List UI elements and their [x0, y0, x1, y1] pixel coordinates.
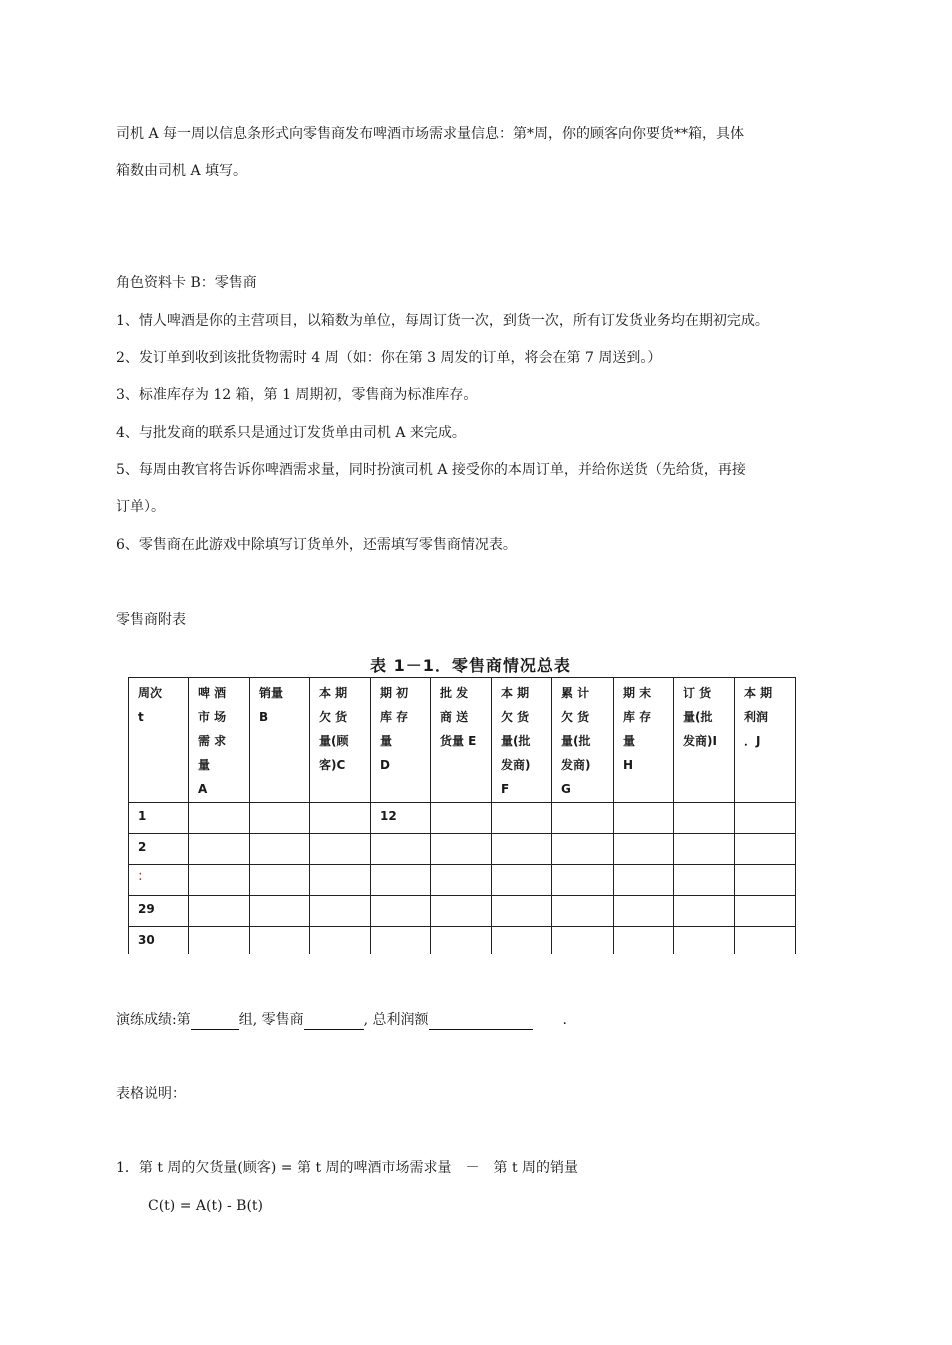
group-number-blank[interactable]	[191, 1014, 239, 1030]
card-item-4: 4、与批发商的联系只是通过订发货单由司机 A 来完成。	[116, 425, 466, 441]
table-cell[interactable]	[371, 896, 431, 927]
table-cell[interactable]	[250, 927, 310, 954]
table-cell[interactable]	[552, 803, 614, 834]
table-cell[interactable]	[735, 803, 796, 834]
table-cell[interactable]	[614, 865, 674, 896]
card-item-2: 2、发订单到收到该批货物需时 4 周（如：你在第 3 周发的订单，将会在第 7 周送到。）	[116, 350, 662, 366]
card-item-3: 3、标准库存为 12 箱，第 1 周期初，零售商为标准库存。	[116, 387, 478, 403]
table-row	[129, 896, 796, 927]
table-cell[interactable]	[674, 834, 735, 865]
table-cell[interactable]	[674, 896, 735, 927]
card-title: 角色资料卡 B：零售商	[116, 275, 257, 291]
table-cell[interactable]	[250, 865, 310, 896]
table-cell[interactable]	[310, 803, 371, 834]
table-cell[interactable]	[735, 927, 796, 954]
score-label-retailer: 组, 零售商	[238, 1012, 304, 1028]
appendix-label: 零售商附表	[116, 612, 186, 628]
header-cell	[492, 678, 552, 803]
retailer-table	[128, 677, 796, 954]
table-cell[interactable]	[492, 803, 552, 834]
table-cell[interactable]	[371, 927, 431, 954]
header-profit: 本 期 利润 ．J	[744, 686, 773, 748]
table-row	[129, 834, 796, 865]
table-cell-ellipsis[interactable]: :	[129, 865, 189, 896]
table-cell[interactable]	[431, 927, 492, 954]
table-cell[interactable]	[189, 865, 250, 896]
table-cell[interactable]	[431, 834, 492, 865]
formula: C(t) = A(t) - B(t)	[148, 1198, 264, 1214]
table-title	[370, 653, 571, 676]
table-header-row	[129, 678, 796, 803]
card-item-1: 1、情人啤酒是你的主营项目，以箱数为单位，每周订货一次，到货一次，所有订发货业务均在期初完成。	[116, 313, 769, 329]
table-cell[interactable]: 29	[129, 896, 189, 927]
header-backlog-wholesaler: 本 期 欠 货 量(批 发商) F	[501, 686, 531, 796]
retailer-name-blank[interactable]	[304, 1014, 364, 1030]
table-cell[interactable]	[674, 803, 735, 834]
header-cell	[431, 678, 492, 803]
table-cell[interactable]	[310, 927, 371, 954]
total-profit-blank[interactable]	[429, 1014, 533, 1030]
table-cell[interactable]	[552, 896, 614, 927]
header-cell	[189, 678, 250, 803]
header-cell	[674, 678, 735, 803]
table-cell[interactable]	[614, 927, 674, 954]
intro-line-2: 箱数由司机 A 填写。	[116, 163, 248, 179]
table-cell[interactable]	[189, 927, 250, 954]
table-row	[129, 927, 796, 954]
table-cell[interactable]	[552, 865, 614, 896]
table-cell[interactable]	[310, 865, 371, 896]
card-item-5: 5、每周由教官将告诉你啤酒需求量，同时扮演司机 A 接受你的本周订单，并给你送货（先给货，再接	[116, 462, 746, 478]
notes-item-1: 1．第 t 周的欠货量(顾客) = 第 t 周的啤酒市场需求量 － 第 t 周的销量	[116, 1160, 579, 1176]
table-row	[129, 865, 796, 896]
table-cell[interactable]	[431, 896, 492, 927]
table-cell[interactable]	[371, 834, 431, 865]
table-cell[interactable]	[310, 896, 371, 927]
table-cell[interactable]	[250, 803, 310, 834]
table-cell[interactable]	[674, 865, 735, 896]
header-cell	[250, 678, 310, 803]
intro-line-1: 司机 A 每一周以信息条形式向零售商发布啤酒市场需求量信息：第*周，你的顾客向你要货**箱，具体	[116, 126, 745, 142]
header-cumulative-backlog: 累 计 欠 货 量(批 发商) G	[561, 686, 591, 796]
table-cell[interactable]	[250, 834, 310, 865]
table-cell[interactable]: 12	[371, 803, 431, 834]
score-line	[116, 1010, 567, 1030]
header-cell	[371, 678, 431, 803]
table-cell[interactable]	[735, 865, 796, 896]
header-order-qty: 订 货 量(批 发商)I	[683, 686, 717, 748]
header-backlog-customer: 本 期 欠 货 量(顾 客)C	[319, 686, 349, 772]
header-closing-stock: 期 末 库 存 量 H	[623, 686, 652, 772]
header-opening-stock: 期 初 库 存 量 D	[380, 686, 409, 772]
header-week: 周次 t	[138, 686, 163, 724]
score-label-profit: , 总利润额	[363, 1012, 429, 1028]
table-cell[interactable]	[735, 834, 796, 865]
table-cell[interactable]	[492, 865, 552, 896]
table-cell[interactable]	[371, 865, 431, 896]
header-demand: 啤 酒 市 场 需 求 量 A	[198, 686, 227, 796]
table-cell[interactable]	[492, 896, 552, 927]
table-cell[interactable]	[614, 834, 674, 865]
header-sales: 销量 B	[259, 686, 284, 724]
table-cell[interactable]	[735, 896, 796, 927]
table-cell[interactable]	[674, 927, 735, 954]
table-cell[interactable]: 2	[129, 834, 189, 865]
header-cell	[310, 678, 371, 803]
table-cell[interactable]	[552, 834, 614, 865]
header-cell	[735, 678, 796, 803]
table-cell[interactable]	[310, 834, 371, 865]
table-cell[interactable]	[492, 927, 552, 954]
header-cell	[129, 678, 189, 803]
header-cell	[552, 678, 614, 803]
header-delivery: 批 发 商 送 货量 E	[440, 686, 477, 748]
table-cell[interactable]	[250, 896, 310, 927]
card-item-6: 6、零售商在此游戏中除填写订货单外，还需填写零售商情况表。	[116, 537, 517, 553]
table-row	[129, 803, 796, 834]
table-cell[interactable]	[431, 803, 492, 834]
header-cell	[614, 678, 674, 803]
card-item-5-cont: 订单）。	[116, 499, 165, 515]
table-cell[interactable]	[614, 896, 674, 927]
score-period: .	[562, 1012, 567, 1028]
table-cell[interactable]	[431, 865, 492, 896]
table-title-text: 表 1－1．零售商情况总表	[370, 656, 571, 675]
table-cell[interactable]	[614, 803, 674, 834]
table-cell[interactable]	[189, 834, 250, 865]
score-label-group: 演练成绩:第	[116, 1012, 191, 1028]
notes-title: 表格说明：	[116, 1086, 186, 1102]
table-cell[interactable]	[189, 896, 250, 927]
table-cell[interactable]	[189, 803, 250, 834]
table-cell[interactable]: 1	[129, 803, 189, 834]
table-cell[interactable]: 30	[129, 927, 189, 954]
table-cell[interactable]	[492, 834, 552, 865]
table-cell[interactable]	[552, 927, 614, 954]
